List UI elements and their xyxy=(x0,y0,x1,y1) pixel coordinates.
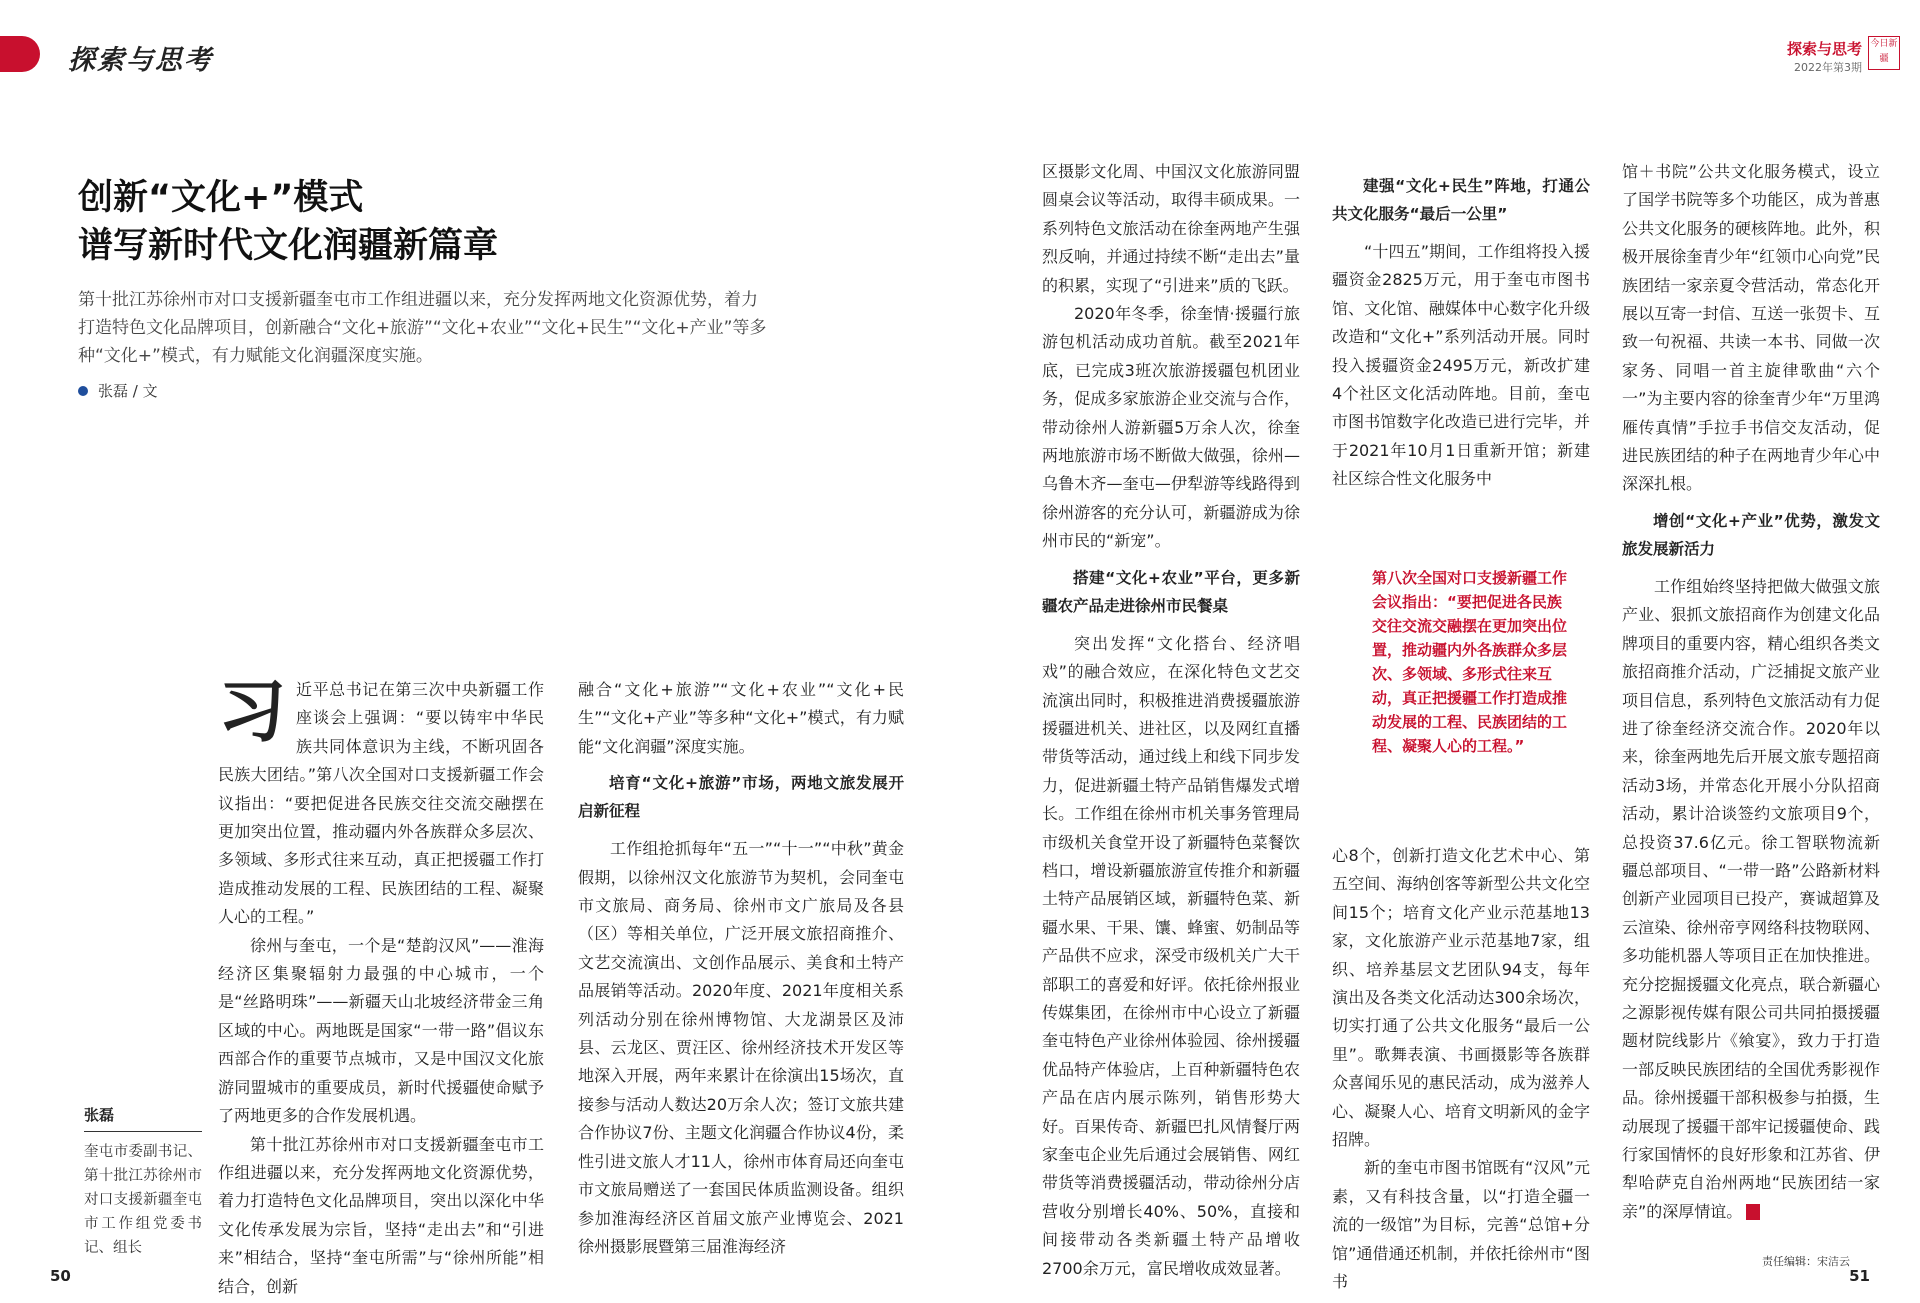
col2-intro: 融合“文化+旅游”“文化+农业”“文化+民生”“文化+产业”等多种“文化+”模式，有力赋能“文化润疆”深度实施。 xyxy=(578,680,904,756)
article-title xyxy=(78,174,498,270)
section-title-left: 探索与思考 xyxy=(68,45,213,76)
section-tab-marker xyxy=(0,36,40,72)
column-5 xyxy=(1622,158,1880,1226)
byline xyxy=(78,380,158,401)
author-name: 张磊 xyxy=(84,1104,202,1132)
col3-paragraph-1: 区摄影文化周、中国汉文化旅游同盟圆桌会议等活动，取得丰硕成果。一系列特色文旅活动在徐奎两地产生强烈反响，并通过持续不断“走出去”量的积累，实现了“引进来”质的飞跃。 xyxy=(1042,162,1300,295)
col5-paragraph-2-text: 工作组始终坚持把做大做强文旅产业、狠抓文旅招商作为创建文化品牌项目的重要内容，精心组织各类文旅招商推介活动，广泛捕捉文旅产业项目信息，系列特色文旅活动有力促进了徐奎经济交流合作。2020年以来，徐奎两地先后开展文旅专题招商活动3场，并常态化开展小分队招商活动，累计洽谈签约文旅项目9个，总投资37.6亿元。徐工智联物流新疆总部项目、“一带一路”公路新材料创新产业园项目已投产，赛诚超算及云渲染、徐州帝亨网络科技物联网、多功能机器人等项目正在加快推进。充分挖掘援疆文化亮点，联合新疆心之源影视传媒有限公司共同拍摄援疆题材院线影片《飨宴》，致力于打造一部反映民族团结的全国优秀影视作品。徐州援疆干部积极参与拍摄，生动展现了援疆干部牢记援疆使命、践行家国情怀的良好形象和江苏省、伊犁哈萨克自治州两地“民族团结一家亲”的深厚情谊。 xyxy=(1622,576,1880,1221)
col4-paragraph-2: 新的奎屯市图书馆既有“汉风”元素，又有科技含量，以“打造全疆一流的一级馆”为目标，完善“总馆+分馆”通借通还机制，并依托徐州市“图书 xyxy=(1332,1158,1590,1292)
issue-label: 2022年第3期 xyxy=(1794,61,1862,74)
editor-credit: 责任编辑：宋洁云 xyxy=(1762,1255,1850,1268)
running-header-right xyxy=(1787,38,1862,75)
author-description: 奎屯市委副书记、第十批江苏徐州市对口支援新疆奎屯市工作组党委书记、组长 xyxy=(84,1144,202,1256)
col2-heading: 培育“文化+旅游”市场，两地文旅发展开启新征程 xyxy=(578,774,904,821)
col4-paragraph-1: 心8个，创新打造文化艺术中心、第五空间、海纳创客等新型公共文化空间15个；培育文化产业示范基地13家，文化旅游产业示范基地7家，组织、培养基层文艺团队94支，每年演出及各类文化活动达300余场次，切实打通了公共文化服务“最后一公里”。歌舞表演、书画摄影等各族群众喜闻乐见的惠民活动，成为滋养人心、凝聚人心、培育文明新风的金字招牌。 xyxy=(1332,846,1590,1150)
col1-paragraph-1: 近平总书记在第三次中央新疆工作座谈会上强调：“要以铸牢中华民族共同体意识为主线，不断巩固各民族大团结。”第八次全国对口支援新疆工作会议指出：“要把促进各民族交往交流交融摆在更加突出位置，推动疆内外各族群众多层次、多领域、多形式往来互动，真正把援疆工作打造成推动发展的工程、民族团结的工程、凝聚人心的工程。” xyxy=(218,680,544,927)
column-2 xyxy=(578,676,904,1261)
byline-dot-icon xyxy=(78,386,88,396)
article-lead: 第十批江苏徐州市对口支援新疆奎屯市工作组进疆以来，充分发挥两地文化资源优势，着力打造特色文化品牌项目，创新融合“文化+旅游”“文化+农业”“文化+民生”“文化+产业”等多种“文化+”模式，有力赋能文化润疆深度实施。 xyxy=(78,290,767,366)
end-mark-icon xyxy=(1746,1204,1760,1220)
col3-body: 突出发挥“文化搭台、经济唱戏”的融合效应，在深化特色文艺交流演出同时，积极推进消费援疆旅游援疆进机关、进社区，以及网红直播带货等活动，通过线上和线下同步发力，促进新疆土特产品销售爆发式增长。工作组在徐州市机关事务管理局市级机关食堂开设了新疆特色菜餐饮档口，增设新疆旅游宣传推介和新疆土特产品展销区域，新疆特色菜、新疆水果、干果、馕、蜂蜜、奶制品等产品供不应求，深受市级机关广大干部职工的喜爱和好评。依托徐州报业传媒集团，在徐州市中心设立了新疆奎屯特色产业徐州体验园、徐州援疆优品特产体验店，上百种新疆特色农产品在店内展示陈列，销售形势大好。百果传奇、新疆巴扎风情餐厅两家奎屯企业先后通过会展销售、网红带货等消费援疆活动，带动徐州分店营收分别增长40%、50%，直接和间接带动各类新疆土特产品增收2700余万元，富民增收成效显著。 xyxy=(1042,633,1300,1278)
title-line-2: 谱写新时代文化润疆新篇章 xyxy=(78,226,499,266)
col1-paragraph-3: 第十批江苏徐州市对口支援新疆奎屯市工作组进疆以来，充分发挥两地文化资源优势，着力打造特色文化品牌项目，突出以深化中华文化传承发展为宗旨，坚持“走出去”和“引进来”相结合，坚持“奎屯所需”与“徐州所能”相结合，创新 xyxy=(218,1134,544,1296)
col3-heading: 搭建“文化+农业”平台，更多新疆农产品走进徐州市民餐桌 xyxy=(1042,568,1300,615)
col1-paragraph-2: 徐州与奎屯，一个是“楚韵汉风”——淮海经济区集聚辐射力最强的中心城市，一个是“丝路明珠”——新疆天山北坡经济带金三角区域的中心。两地既是国家“一带一路”倡议东西部合作的重要节点城市，又是中国汉文化旅游同盟城市的重要成员，新时代援疆使命赋予了两地更多的合作发展机遇。 xyxy=(218,935,544,1126)
col5-heading: 增创“文化+产业”优势，激发文旅发展新活力 xyxy=(1622,511,1880,558)
pull-quote: 第八次全国对口支援新疆工作会议指出：“要把促进各民族交往交流交融摆在更加突出位置，推动疆内外各族群众多层次、多领域、多形式往来互动，真正把援疆工作打造成推动发展的工程、民族团结的工程、凝聚人心的工程。” xyxy=(1372,569,1568,755)
col5-paragraph-1: 馆＋书院”公共文化服务模式，设立了国学书院等多个功能区，成为普惠公共文化服务的硬核阵地。此外，积极开展徐奎青少年“红领巾心向党”民族团结一家亲夏令营活动，常态化开展以互寄一封信、互送一张贺卡、互致一句祝福、共读一本书、同做一次家务、同唱一首主旋律歌曲“六个一”为主要内容的徐奎青少年“万里鸿雁传真情”手拉手书信交友活动，促进民族团结的种子在两地青少年心中深深扎根。 xyxy=(1622,162,1880,494)
page-number-right: 51 xyxy=(1849,1267,1870,1285)
dropcap: 习 xyxy=(218,672,287,752)
column-1 xyxy=(218,672,544,1301)
byline-text: 张磊 / 文 xyxy=(98,382,158,400)
col2-body: 工作组抢抓每年“五一”“十一”“中秋”黄金假期，以徐州汉文化旅游节为契机，会同奎屯市文旅局、商务局、徐州市文广旅局及各县（区）等相关单位，广泛开展文旅招商推介、文艺交流演出、文创作品展示、美食和土特产品展销等活动。2020年度、2021年度相关系列活动分别在徐州博物馆、大龙湖景区及沛县、云龙区、贾汪区、徐州经济技术开发区等地深入开展，两年来累计在徐演出15场次，直接参与活动人数达20万余人次；签订文旅共建合作协议7份、主题文化润疆合作协议4份，柔性引进文旅人才11人，徐州市体育局还向奎屯市文旅局赠送了一套国民体质监测设备。组织参加淮海经济区首届文旅产业博览会、2021徐州摄影展暨第三届淮海经济 xyxy=(578,839,904,1256)
title-line-1: 创新“文化+”模式 xyxy=(78,178,364,218)
page-number-left: 50 xyxy=(50,1267,71,1285)
col4-heading: 建强“文化+民生”阵地，打通公共文化服务“最后一公里” xyxy=(1332,177,1590,223)
col4-top-paragraph: “十四五”期间，工作组将投入援疆资金2825万元，用于奎屯市图书馆、文化馆、融媒体中心数字化升级改造和“文化+”系列活动开展。同时投入援疆资金2495万元，新改扩建4个社区文化活动阵地。目前，奎屯市图书馆数字化改造已进行完毕，并于2021年10月1日重新开馆；新建社区综合性文化服务中 xyxy=(1332,242,1590,489)
magazine-logo: 今日新疆 xyxy=(1868,36,1900,70)
section-title-right: 探索与思考 xyxy=(1786,40,1862,58)
column-4-top xyxy=(1332,172,1590,494)
column-3 xyxy=(1042,158,1300,1283)
column-4-bottom xyxy=(1332,842,1590,1297)
col5-paragraph-2 xyxy=(1622,573,1880,1226)
col3-paragraph-2: 2020年冬季，徐奎情·援疆行旅游包机活动成功首航。截至2021年底，已完成3班次旅游援疆包机团业务，促成多家旅游企业交流与合作，带动徐州人游新疆5万余人次，徐奎两地旅游市场不断做大做强，徐州—乌鲁木齐—奎屯—伊犁游等线路得到徐州游客的充分认可，新疆游成为徐州市民的“新宠”。 xyxy=(1042,304,1300,551)
